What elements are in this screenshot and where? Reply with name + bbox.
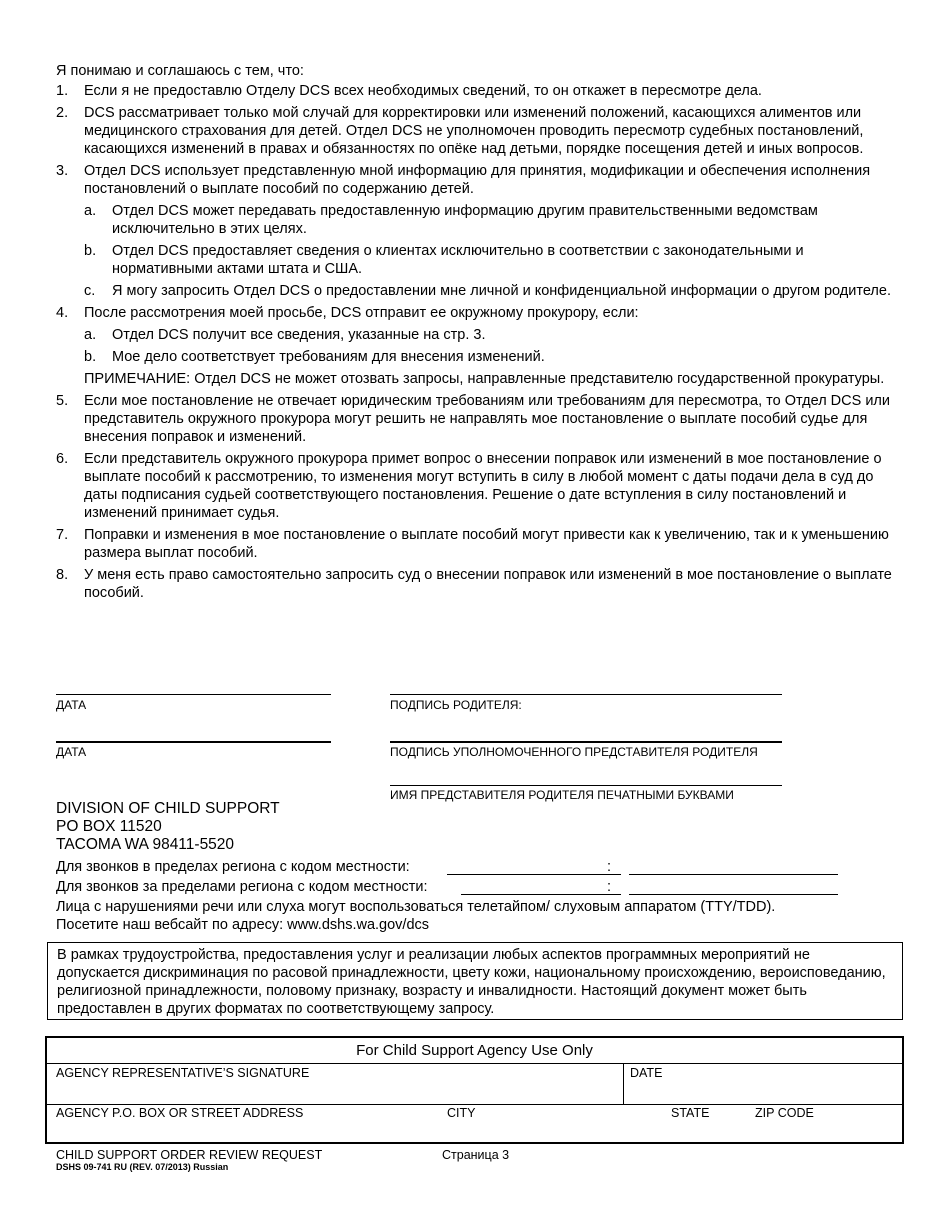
- mailing-address: [56, 800, 280, 854]
- agency-use-box: [45, 1036, 904, 1144]
- item-text: Поправки и изменения в мое постановление о выплате пособий могут привести как к увеличению, так и к уменьшению размера выплат пособий.: [84, 527, 889, 561]
- agency-box-title: For Child Support Agency Use Only: [47, 1038, 902, 1064]
- date-label-1: ДАТА: [56, 698, 87, 712]
- local-phone-number-line[interactable]: [629, 874, 838, 875]
- item-text: Если я не предоставлю Отделу DCS всех необходимых сведений, то он откажет в пересмотре дела.: [84, 83, 762, 99]
- tty-info: [56, 898, 906, 934]
- sub-item: [84, 202, 896, 238]
- outside-phone-label: Для звонков за пределами региона с кодом местности:: [56, 879, 428, 895]
- list-item: [56, 450, 896, 522]
- rep-signature-label: ПОДПИСЬ УПОЛНОМОЧЕННОГО ПРЕДСТАВИТЕЛЯ РОДИТЕЛЯ: [390, 745, 758, 759]
- address-line-3: TACOMA WA 98411-5520: [56, 836, 235, 853]
- item-number: 8.: [56, 567, 69, 583]
- item-text: Если мое постановление не отвечает юридическим требованиям или требованиям для пересмотра, то Отдел DCS или представитель окружного прокурора могут решить не направлять мое постановление о выплате пособий судье для внесения поправок и изменений.: [84, 393, 890, 445]
- item-note: ПРИМЕЧАНИЕ: Отдел DCS не может отозвать запросы, направленные представителю государственной прокуратуры.: [84, 371, 885, 387]
- parent-signature-line[interactable]: [390, 694, 782, 695]
- item-text: После рассмотрения моей просьбе, DCS отправит ее окружному прокурору, если:: [84, 305, 639, 321]
- sub-item-letter: b.: [84, 349, 97, 365]
- form-title: CHILD SUPPORT ORDER REVIEW REQUEST: [56, 1148, 323, 1162]
- parent-signature-label: ПОДПИСЬ РОДИТЕЛЯ:: [390, 698, 522, 712]
- item-number: 3.: [56, 163, 69, 179]
- address-line-1: DIVISION OF CHILD SUPPORT: [56, 800, 280, 817]
- sub-item: [84, 282, 896, 300]
- sub-item-letter: c.: [84, 283, 96, 299]
- list-item: [56, 82, 896, 100]
- local-phone-area-line[interactable]: [447, 874, 621, 875]
- form-footer: [56, 1148, 322, 1173]
- date-line-1[interactable]: [56, 694, 331, 695]
- item-text: DCS рассматривает только мой случай для корректировки или изменений положений, касающихся алиментов или медицинского страхования для детей. Отдел DCS не уполномочен проводить пересмотр судебных постановлений, касающихся изменений в правах и обязанностях по опёке над детьми, порядке посещения детей и иных вопросов.: [84, 105, 864, 157]
- local-phone-separator: :: [607, 859, 612, 875]
- item-text: У меня есть право самостоятельно запросить суд о внесении поправок или изменений в мое постановление о выплате пособий.: [84, 567, 892, 601]
- sub-item-letter: a.: [84, 327, 97, 343]
- item-text: Если представитель окружного прокурора примет вопрос о внесении поправок или изменений в мое постановление о выплате пособий к рассмотрению, то изменения могут вступить в силу в любой момент с даты подачи дела в суд до даты подписания судьей соответствующего постановления. Решение о дате вступления в силу постановлений и изменений принимает судья.: [84, 451, 882, 521]
- outside-phone-area-line[interactable]: [461, 894, 621, 895]
- item-number: 2.: [56, 105, 69, 121]
- rep-name-line[interactable]: [390, 785, 782, 786]
- sub-item-text: Я могу запросить Отдел DCS о предоставлении мне личной и конфиденциальной информации о другом родителе.: [112, 283, 891, 299]
- item-body: [84, 162, 896, 300]
- rep-signature-line[interactable]: [390, 741, 782, 743]
- sub-item-text: Отдел DCS может передавать предоставленную информацию другим правительственными ведомствам исключительно в этих целях.: [112, 203, 818, 237]
- terms-list: [56, 82, 896, 606]
- local-phone-label: Для звонков в пределах региона с кодом местности:: [56, 859, 410, 875]
- item-number: 6.: [56, 451, 69, 467]
- sub-item-text: Отдел DCS предоставляет сведения о клиентах исключительно в соответствии с законодательными и нормативными актами штата и США.: [112, 243, 804, 277]
- agency-address-label: AGENCY P.O. BOX OR STREET ADDRESS: [56, 1106, 304, 1120]
- list-item: [56, 526, 896, 562]
- item-number: 5.: [56, 393, 69, 409]
- list-item: [56, 392, 896, 446]
- item-body: [84, 304, 896, 388]
- agency-state-label: STATE: [671, 1106, 710, 1120]
- intro-text: Я понимаю и соглашаюсь с тем, что:: [56, 63, 304, 79]
- sub-item-letter: a.: [84, 203, 97, 219]
- page-number: Страница 3: [442, 1148, 510, 1162]
- rep-name-label: ИМЯ ПРЕДСТАВИТЕЛЯ РОДИТЕЛЯ ПЕЧАТНЫМИ БУКВАМИ: [390, 788, 734, 802]
- tty-line: Лица с нарушениями речи или слуха могут воспользоваться телетайпом/ слуховым аппаратом (TTY/TDD).: [56, 899, 776, 915]
- agency-date-label: DATE: [630, 1066, 663, 1080]
- item-number: 1.: [56, 83, 69, 99]
- outside-phone-number-line[interactable]: [629, 894, 838, 895]
- item-text: Отдел DCS использует представленную мной информацию для принятия, модификации и обеспечения исполнения постановлений о выплате пособий по содержанию детей.: [84, 163, 871, 197]
- item-number: 4.: [56, 305, 69, 321]
- list-item: [56, 162, 896, 300]
- sub-item: [84, 242, 896, 278]
- website-line: Посетите наш вебсайт по адресу: www.dshs.wa.gov/dcs: [56, 917, 430, 933]
- address-line-2: PO BOX 11520: [56, 818, 162, 835]
- outside-phone-separator: :: [607, 879, 612, 895]
- nondiscrimination-notice: В рамках трудоустройства, предоставления услуг и реализации любых аспектов программных мероприятий не допускается дискриминация по расовой принадлежности, цвету кожи, национальному происхождению, вероисповеданию, религиозной принадлежности, половому признаку, возрасту и инвалидности. Настоящий документ может быть предоставлен в других форматах по соответствующему запросу.: [47, 942, 903, 1020]
- list-item: [56, 566, 896, 602]
- sub-item-text: Отдел DCS получит все сведения, указанные на стр. 3.: [112, 327, 486, 343]
- agency-zip-label: ZIP CODE: [755, 1106, 814, 1120]
- form-code: DSHS 09-741 RU (REV. 07/2013) Russian: [56, 1162, 229, 1172]
- agency-city-label: CITY: [447, 1106, 476, 1120]
- agency-signature-label: AGENCY REPRESENTATIVE’S SIGNATURE: [56, 1066, 310, 1080]
- list-item: [56, 104, 896, 158]
- date-label-2: ДАТА: [56, 745, 87, 759]
- list-item: [56, 304, 896, 388]
- agency-divider: [623, 1064, 624, 1104]
- sub-item-text: Мое дело соответствует требованиям для внесения изменений.: [112, 349, 545, 365]
- sub-item: [84, 326, 896, 344]
- agency-row-divider: [47, 1104, 902, 1105]
- sub-item-letter: b.: [84, 243, 97, 259]
- date-line-2[interactable]: [56, 741, 331, 743]
- sub-item: [84, 348, 896, 366]
- item-number: 7.: [56, 527, 69, 543]
